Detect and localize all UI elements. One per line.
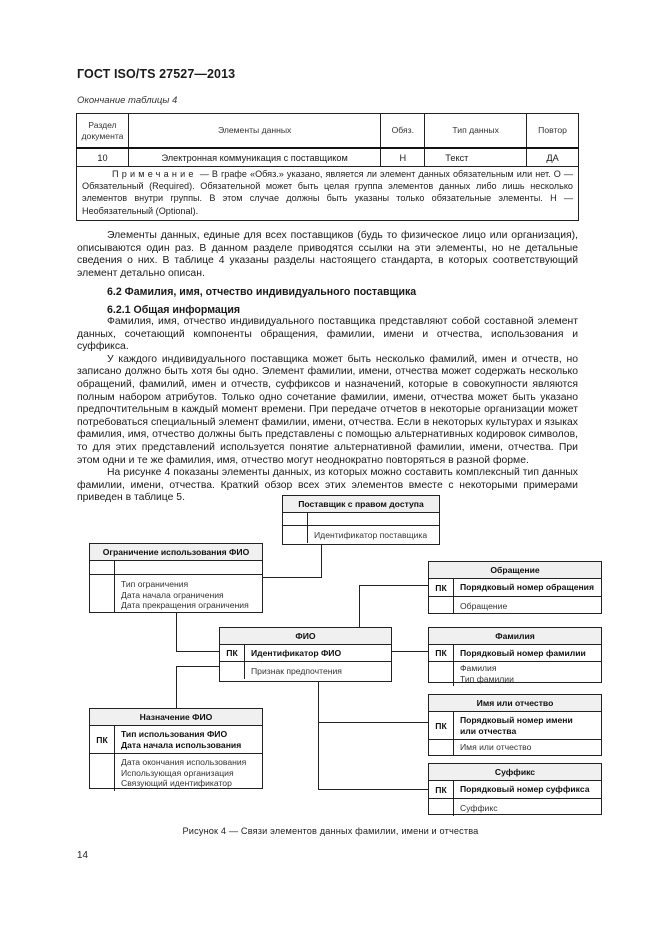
entity-attr-row [429, 740, 601, 755]
col-header-section-line1: Раздел [88, 119, 117, 130]
entity-attr: Использующая организация [121, 767, 234, 778]
entity-key: Тип использования ФИО [121, 729, 228, 739]
table-caption: Окончание таблицы 4 [77, 95, 178, 106]
key-marker [283, 513, 308, 525]
subsection-heading: 6.2.1 Общая информация [107, 304, 241, 316]
col-header-section-line2: документа [81, 130, 124, 141]
entity-key-row [90, 726, 262, 754]
connector-fio-purpose [176, 666, 219, 667]
key-marker [429, 740, 454, 755]
entity-key: Порядковый номер суффикса [460, 784, 590, 794]
entity-key: Дата начала использования [121, 739, 242, 750]
key-marker [220, 662, 245, 679]
connector-restriction-fio [176, 651, 219, 652]
entity-provider [282, 495, 440, 545]
connector-fio-salutation [359, 585, 428, 586]
entity-attr: Фамилия [460, 663, 497, 673]
cell-required: Н [381, 148, 425, 167]
entity-given-name [428, 694, 602, 756]
key-marker [283, 526, 308, 543]
entity-key: Порядковый номер фамилии [460, 648, 586, 658]
connector-fio-up [359, 585, 360, 628]
entity-attr: Суффикс [460, 803, 498, 813]
cell-section: 10 [77, 148, 129, 167]
entity-keys [115, 726, 262, 753]
page-number: 14 [77, 850, 88, 861]
entity-title: Ограничение использования ФИО [90, 544, 262, 561]
connector-restriction-down [176, 612, 177, 651]
paragraph-2: Фамилия, имя, отчество индивидуального поставщика представляют собой составной элемент данных, сочетающий компоненты обращения, фамилии, имени и отчества, использования и суффикса. [77, 316, 578, 353]
pk-label: ПК [429, 645, 454, 661]
note-label: Примечание [112, 169, 197, 179]
entity-title: Суффикс [429, 764, 601, 781]
pk-label: ПК [220, 645, 245, 661]
entity-keys [454, 712, 601, 739]
key-marker [90, 754, 115, 791]
entity-attr: Имя или отчество [460, 742, 532, 752]
entity-title: Фамилия [429, 628, 601, 645]
entity-key-row [283, 513, 439, 526]
table-note-row [77, 167, 579, 221]
entity-suffix [428, 763, 602, 815]
entity-attr-row [283, 526, 439, 543]
entity-attr: Идентификатор поставщика [314, 530, 428, 540]
entity-attr: Тип фамилии [460, 673, 514, 684]
entity-attrs [115, 575, 262, 613]
cell-type: Текст [425, 148, 527, 167]
entity-title: ФИО [220, 628, 391, 645]
pk-label: ПК [429, 579, 454, 596]
entity-attrs [115, 754, 262, 791]
entity-key-row [220, 645, 391, 662]
connector-fio-suffix [318, 789, 428, 790]
entity-attrs [454, 662, 601, 686]
paragraph-1-block [77, 230, 578, 280]
connector-provider-down [321, 545, 322, 577]
entity-key: Идентификатор ФИО [251, 648, 342, 658]
connector-fio-down [318, 682, 319, 790]
key-marker [429, 597, 454, 614]
entity-surname [428, 627, 602, 683]
entity-key: Порядковый номер обращения [460, 582, 594, 592]
entity-attr-row [90, 575, 262, 613]
note-text: — В графе «Обяз.» указано, является ли элемент данных обязательным или нет. О — Обязательный (Required). Обязательной может быть целая группа элементов данных либо лишь несколько элементов внутри группы. В этом случае должны быть указаны только обязательные элементы. Н — Необязательный (Optional). [82, 169, 573, 216]
paragraph-4: На рисунке 4 показаны элементы данных, из которых можно составить комплексный тип данных фамилии, имени, отчества. Краткий обзор всех этих элементов вместе с некоторыми примерами приведен в таблице 5. [77, 467, 578, 504]
entity-title: Назначение ФИО [90, 709, 262, 726]
entity-key-row [429, 781, 601, 799]
paragraph-1: Элементы данных, единые для всех поставщиков (будь то физическое лицо или организация), описываются один раз. В данном разделе приводятся ссылки на эти элементы, но не детальные сведения о них. В таблице 4 указаны разделы настоящего стандарта, в которых соответствующий элемент детально описан. [77, 230, 578, 279]
entity-attr-row [90, 754, 262, 791]
col-header-required: Обяз. [381, 114, 425, 149]
entity-attr: Дата прекращения ограничения [121, 600, 249, 610]
figure-caption: Рисунок 4 — Связи элементов данных фамилии, имени и отчества [182, 826, 479, 836]
entity-fio [219, 627, 392, 682]
table-header-row [77, 114, 579, 149]
key-marker [429, 799, 454, 816]
entity-key-row [429, 645, 601, 662]
entity-key [308, 513, 439, 525]
entity-attr: Обращение [460, 601, 508, 611]
connector-purpose-up [176, 666, 177, 709]
pk-label: ПК [429, 712, 454, 739]
entity-attr: Дата начала ограничения [121, 589, 224, 600]
entity-attr: Признак предпочтения [251, 666, 342, 676]
entity-title: Поставщик с правом доступа [283, 496, 439, 513]
key-marker [429, 662, 454, 686]
entity-attr: Тип ограничения [121, 579, 189, 589]
pk-label: ПК [429, 781, 454, 798]
paragraph-3: У каждого индивидуального поставщика может быть несколько фамилий, имен и отчеств, но записано должно быть хотя бы одно. Элемент фамилии, имени, отчества может содержать несколько обращений, фамилий, имен и отчеств, суффиксов и назначений, которые в совокупности являются полным набором атрибутов. Только одно сочетание фамилии, имени, отчества может быть указано предпочтительным в каждый момент времени. При передаче отчетов в некоторые организации может потребоваться специальный элемент фамилии, имени, отчества. Если в некоторых культурах и языках фамилия, имя, отчество должны быть представлены с помощью альтернативных кодировок символов, то для этих представлений используется понятие альтернативной фамилии, имени, отчества. При этом одни и те же фамилия, имя, отчество могут неоднократно повторяться в разной форме. [77, 353, 578, 466]
entity-restriction [89, 543, 263, 613]
entity-attr-row [429, 597, 601, 614]
col-header-section [77, 114, 129, 149]
key-marker [90, 561, 115, 574]
key-marker [90, 575, 115, 613]
col-header-type: Тип данных [425, 114, 527, 149]
pk-label: ПК [90, 726, 115, 753]
entity-key: или отчества [460, 725, 517, 736]
entity-title: Имя или отчество [429, 695, 601, 712]
cell-element: Электронная коммуникация с поставщиком [128, 148, 380, 167]
body-paragraphs [77, 316, 578, 505]
entity-key: Порядковый номер имени [460, 715, 573, 725]
entity-purpose [89, 708, 263, 789]
cell-repeat: ДА [527, 148, 579, 167]
col-header-elements: Элементы данных [128, 114, 380, 149]
table-row [77, 148, 579, 167]
entity-attr-row [429, 662, 601, 686]
entity-title: Обращение [429, 562, 601, 579]
table-4 [76, 113, 579, 221]
connector-fio-given [318, 722, 428, 723]
connector-provider-restriction [262, 577, 322, 578]
entity-attr-row [429, 799, 601, 816]
entity-attr: Дата окончания использования [121, 757, 247, 767]
section-heading: 6.2 Фамилия, имя, отчество индивидуального поставщика [107, 286, 417, 298]
entity-key-row [90, 561, 262, 575]
col-header-repeat: Повтор [527, 114, 579, 149]
entity-attr: Связующий идентификатор [121, 778, 232, 788]
entity-key [115, 561, 262, 574]
document-id-header: ГОСТ ISO/TS 27527—2013 [77, 67, 236, 81]
connector-fio-surname [391, 651, 428, 652]
entity-attr-row [220, 662, 391, 679]
entity-salutation [428, 561, 602, 614]
entity-key-row [429, 579, 601, 597]
entity-key-row [429, 712, 601, 740]
table-note [77, 167, 579, 221]
